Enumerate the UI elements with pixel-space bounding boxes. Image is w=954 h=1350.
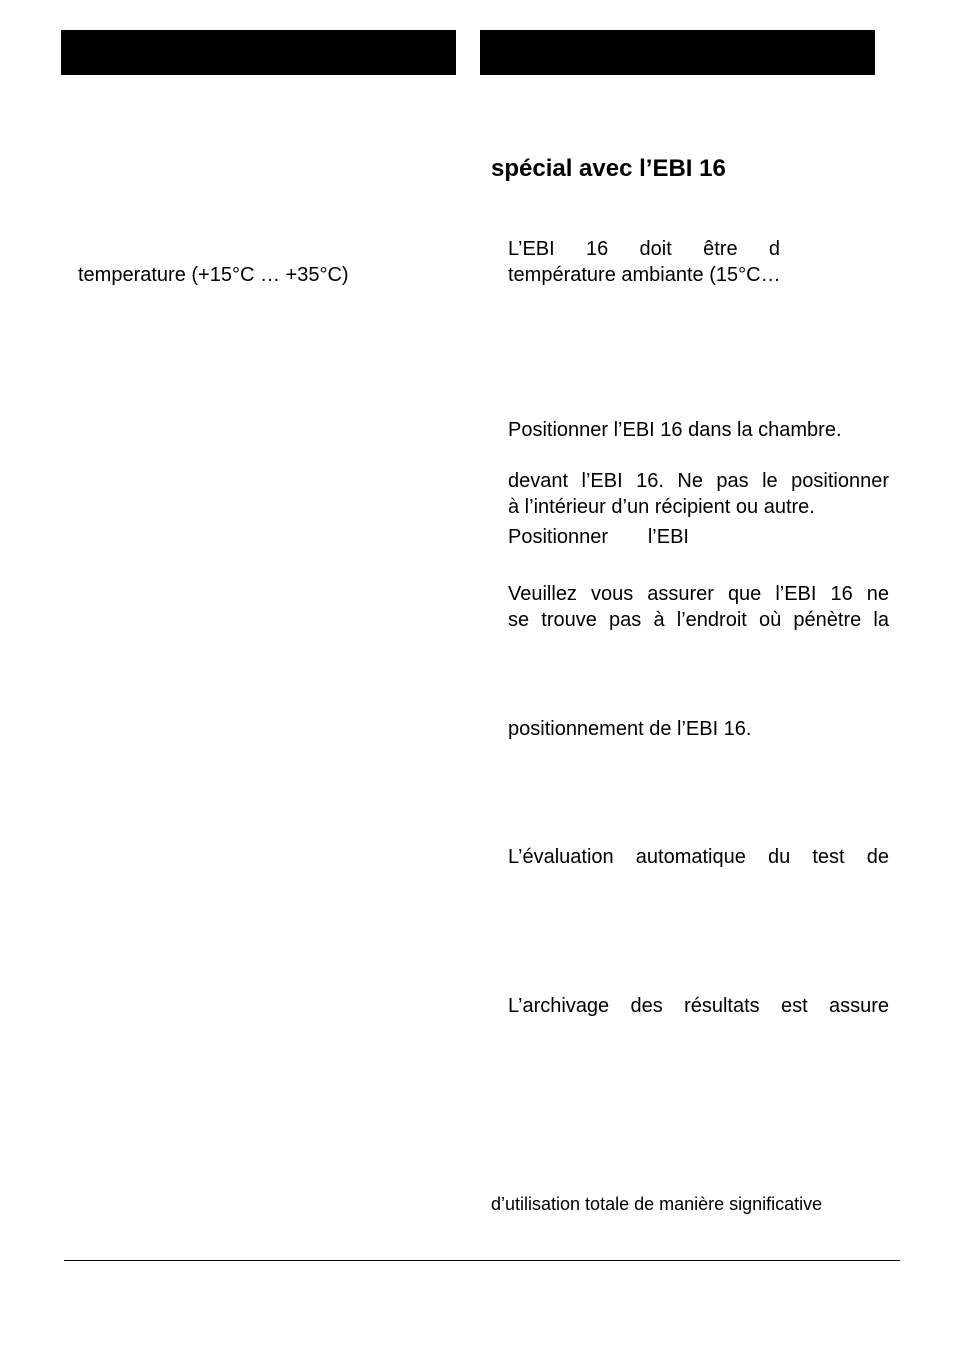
text-line: Veuillez vous assurer que l’EBI 16 ne	[508, 583, 889, 605]
text-line: se trouve pas à l’endroit où pénètre la	[508, 609, 889, 631]
section-heading: spécial avec l’EBI 16	[491, 155, 726, 182]
paragraph-positioning: positionnement de l’EBI 16.	[508, 718, 752, 740]
footnote-text: d’utilisation totale de manière significative	[491, 1194, 823, 1214]
header-bar-right	[480, 30, 875, 75]
paragraph-location-check	[508, 581, 889, 633]
paragraph-automatic-evaluation	[508, 844, 889, 870]
text-line: L’archivage des résultats est assure	[508, 995, 889, 1017]
paragraph-position-front	[508, 468, 889, 520]
text-line: température ambiante (15°C…	[508, 264, 781, 286]
footer-divider	[64, 1260, 900, 1261]
paragraph-position-ebi	[508, 524, 889, 550]
text-line: à l’intérieur d’un récipient ou autre.	[508, 496, 815, 518]
text-line: Positionner l’EBI	[508, 526, 689, 548]
text-line: L’évaluation automatique du test de	[508, 846, 889, 868]
header-bar-left	[61, 30, 456, 75]
paragraph-ebi-temperature	[508, 236, 889, 288]
temperature-range-text: temperature (+15°C … +35°C)	[78, 264, 349, 286]
text-line: devant l’EBI 16. Ne pas le positionner	[508, 470, 889, 492]
paragraph-position-chamber: Positionner l’EBI 16 dans la chambre.	[508, 419, 842, 441]
paragraph-archiving	[508, 993, 889, 1019]
text-line: L’EBI 16 doit être d	[508, 238, 780, 260]
